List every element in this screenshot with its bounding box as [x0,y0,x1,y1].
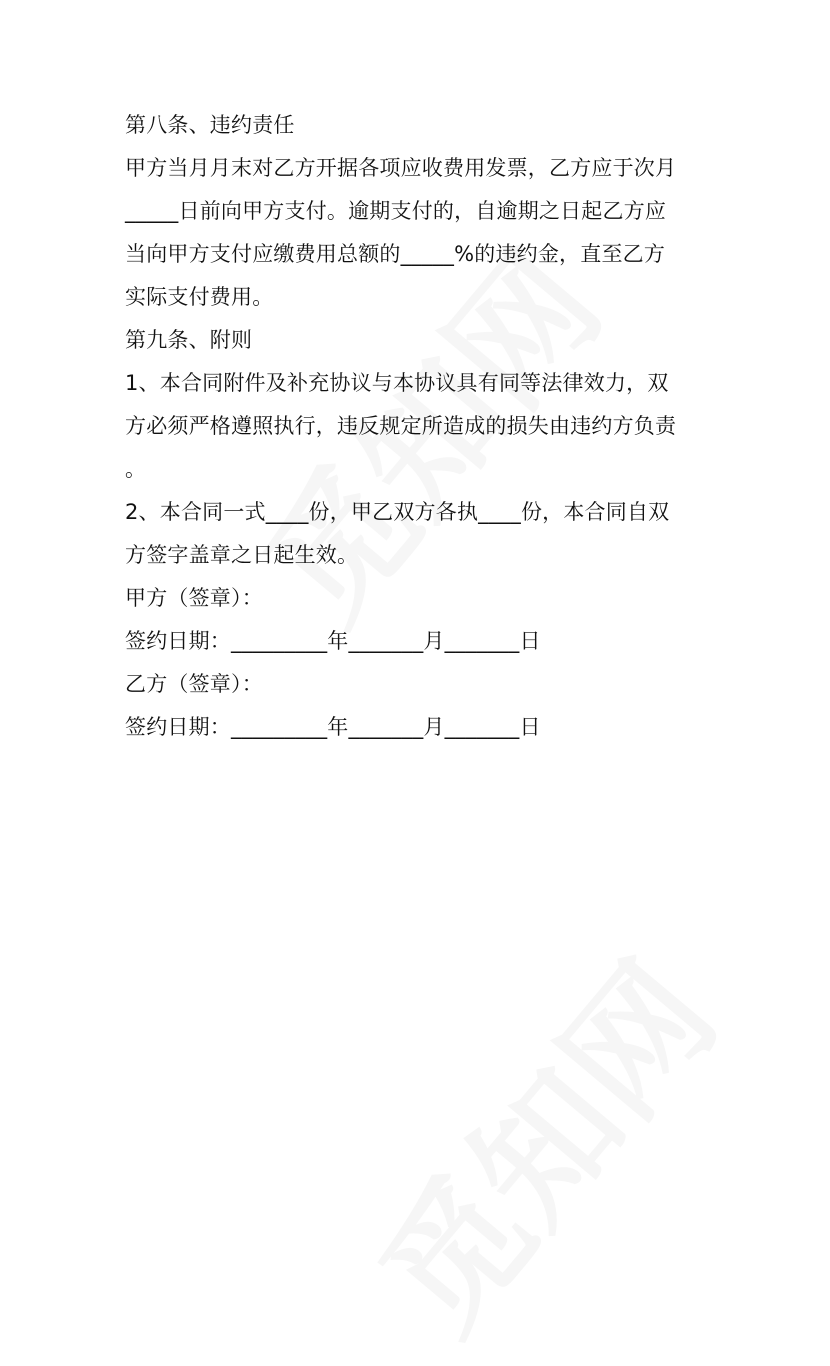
article-8-heading: 第八条、违约责任 [125,113,295,137]
clause-2-line: 方签字盖章之日起生效。 [125,543,359,567]
article-9-heading: 第九条、附则 [125,328,253,352]
clause-1-line: 。 [125,457,147,481]
clause-1-line: 方必须严格遵照执行，违反规定所造成的损失由违约方负责 [125,414,677,438]
party-a-sign-date: 签约日期：_________年_______月_______日 [125,629,541,653]
article-8-text-line: 甲方当月月末对乙方开据各项应收费用发票，乙方应于次月 [125,156,677,180]
party-b-sign-date: 签约日期：_________年_______月_______日 [125,715,541,739]
article-8-text-line: 实际支付费用。 [125,285,274,309]
contract-body [125,104,715,749]
party-a-signature: 甲方（签章）： [125,586,263,610]
party-b-signature: 乙方（签章）： [125,672,263,696]
clause-2-line: 2、本合同一式____份，甲乙双方各执____份，本合同自双 [125,500,670,524]
watermark [328,915,752,1366]
article-8-text-line: 当向甲方支付应缴费用总额的_____%的违约金，直至乙方 [125,242,666,266]
article-8-text-line: _____日前向甲方支付。逾期支付的，自逾期之日起乙方应 [125,199,667,223]
clause-1-line: 1、本合同附件及补充协议与本协议具有同等法律效力，双 [125,371,669,395]
